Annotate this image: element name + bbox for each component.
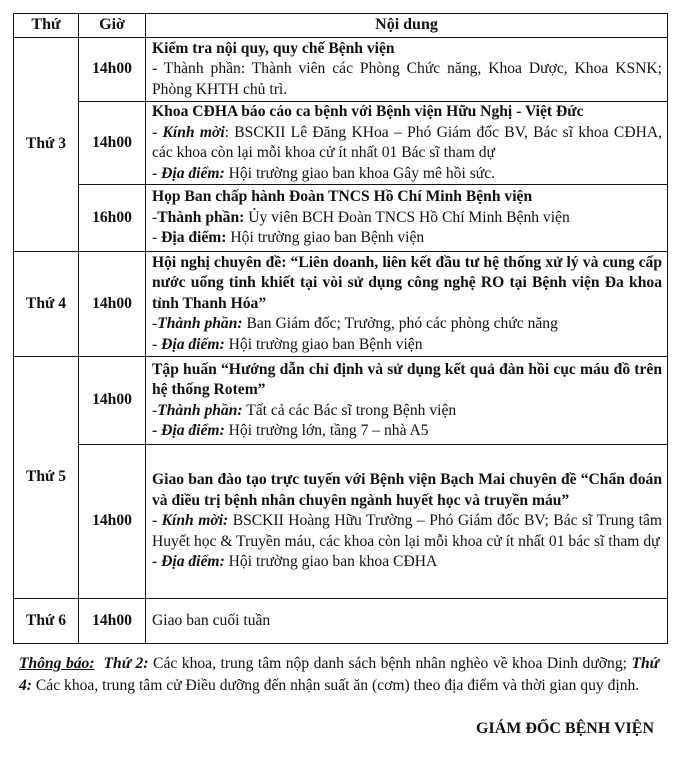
table-row	[14, 102, 668, 185]
event-detail	[152, 123, 662, 164]
detail-label: Địa điểm:	[161, 335, 225, 353]
detail-label: Thành phần:	[157, 208, 245, 226]
dash: -	[152, 553, 162, 571]
dash: -	[152, 208, 158, 226]
event-detail	[152, 552, 662, 573]
detail-label: Thành phần:	[157, 315, 243, 333]
dash: -	[152, 401, 158, 419]
time-cell: 14h00	[79, 38, 146, 102]
time-cell: 14h00	[79, 599, 146, 644]
event-title: Kiểm tra nội quy, quy chế Bệnh viện	[152, 39, 395, 57]
detail-text: : BSCKII Lê Đăng KHoa – Phó Giám đốc BV, Bác sĩ khoa CĐHA, các khoa còn lại mỗi khoa cử ít nhất 01 Bác sĩ tham dự	[152, 123, 662, 161]
event-detail	[152, 335, 662, 356]
detail-text: BSCKII Hoàng Hữu Trường – Phó Giám đốc BV; Bác sĩ Trung tâm Huyết học & Truyền máu, các khoa còn lại mỗi khoa cử ít nhất 01 bác sĩ tham dự	[152, 512, 663, 550]
content-cell: Giao ban cuối tuần	[146, 599, 668, 644]
signature: GIÁM ĐỐC BỆNH VIỆN	[476, 720, 654, 737]
day-cell: Thứ 4	[14, 252, 79, 357]
schedule-table	[13, 13, 668, 644]
notice-day: Thứ 4:	[19, 655, 659, 694]
detail-label: Địa điểm:	[161, 422, 225, 439]
detail-label: Kính mời:	[161, 512, 229, 530]
detail-text: Tất cả các Bác sĩ trong Bệnh viện	[242, 401, 457, 419]
event-detail	[152, 401, 662, 422]
table-row	[14, 599, 668, 644]
header-row	[14, 14, 668, 38]
day-cell: Thứ 3	[14, 38, 79, 252]
content-cell	[146, 102, 668, 185]
day-cell: Thứ 5	[14, 357, 79, 599]
notice-day: Thứ 2:	[103, 655, 149, 672]
event-detail	[152, 511, 662, 552]
event-title: Khoa CĐHA báo cáo ca bệnh với Bệnh viện Hữu Nghị - Việt Đức	[152, 103, 584, 120]
detail-text: Hội trường giao ban khoa CĐHA	[224, 553, 438, 571]
notice-label: Thông báo:	[19, 655, 95, 672]
event-detail	[152, 228, 662, 249]
event-title: Tập huấn “Hướng dẫn chỉ định và sử dụng kết quả đàn hồi cục máu đồ trên hệ thống Rotem”	[152, 360, 662, 398]
notice-text: Các khoa, trung tâm nộp danh sách bệnh nhân nghèo về khoa Dinh dưỡng;	[148, 655, 627, 672]
table-row	[14, 357, 668, 445]
notice	[19, 653, 659, 696]
time-cell: 14h00	[79, 102, 146, 185]
content-cell	[146, 38, 668, 102]
time-cell: 14h00	[79, 445, 146, 599]
dash: -	[152, 422, 162, 439]
dash: -	[152, 60, 158, 78]
notice-text: Các khoa, trung tâm cử Điều dưỡng đến nhận suất ăn (cơm) theo địa điểm và thời gian quy định.	[32, 676, 640, 694]
detail-label: Thành phần:	[157, 401, 243, 419]
content-cell	[146, 185, 668, 252]
dash: -	[152, 164, 162, 182]
content-cell	[146, 445, 668, 599]
time-cell: 14h00	[79, 357, 146, 445]
event-detail	[152, 314, 662, 335]
detail-label: Địa điểm:	[161, 164, 225, 182]
content-cell	[146, 357, 668, 445]
dash: -	[152, 315, 158, 333]
detail-text: Thành phần: Thành viên các Phòng Chức năng, Khoa Dược, Khoa KSNK; Phòng KHTH chủ trì.	[152, 60, 662, 98]
detail-text: Hội trường giao ban Bệnh viện	[226, 229, 425, 247]
detail-text: Hội trường giao ban Bệnh viện	[224, 335, 423, 353]
header-time: Giờ	[79, 14, 146, 38]
content-cell	[146, 252, 668, 357]
dash: -	[152, 512, 162, 530]
header-content: Nội dung	[146, 14, 668, 38]
time-cell: 16h00	[79, 185, 146, 252]
time-cell: 14h00	[79, 252, 146, 357]
detail-text: Hội trường lớn, tầng 7 – nhà A5	[224, 422, 429, 439]
table-row	[14, 252, 668, 357]
detail-text: Ủy viên BCH Đoàn TNCS Hồ Chí Minh Bệnh viện	[244, 208, 570, 226]
table-row	[14, 38, 668, 102]
event-detail	[152, 59, 662, 100]
detail-label: Địa điểm:	[161, 229, 227, 247]
header-day: Thứ	[14, 14, 79, 38]
event-detail	[152, 208, 662, 229]
table-row	[14, 185, 668, 252]
event-title: Họp Ban chấp hành Đoàn TNCS Hồ Chí Minh Bệnh viện	[152, 188, 533, 206]
detail-label: Kính mời	[162, 123, 225, 141]
event-title: Giao ban đào tạo trực tuyến với Bệnh viện Bạch Mai chuyên đề “Chẩn đoán và điều trị bệnh nhân chuyên ngành huyết học và truyền máu”	[152, 471, 662, 509]
dash: -	[152, 229, 162, 247]
table-row	[14, 445, 668, 599]
detail-text: Ban Giám đốc; Trưởng, phó các phòng chức năng	[242, 315, 558, 333]
event-detail	[152, 421, 662, 442]
detail-label: Địa điểm:	[161, 553, 225, 571]
detail-text: Hội trường giao ban khoa Gây mê hồi sức.	[224, 164, 496, 182]
dash: -	[152, 123, 163, 141]
event-detail	[152, 164, 662, 185]
event-title: Hội nghị chuyên đề: “Liên doanh, liên kết đầu tư hệ thống xử lý và cung cấp nước uống tinh khiết tại vòi sử dụng công nghệ RO tại Bệnh viện Đa khoa tỉnh Thanh Hóa”	[152, 253, 662, 312]
day-cell: Thứ 6	[14, 599, 79, 644]
dash: -	[152, 335, 162, 353]
